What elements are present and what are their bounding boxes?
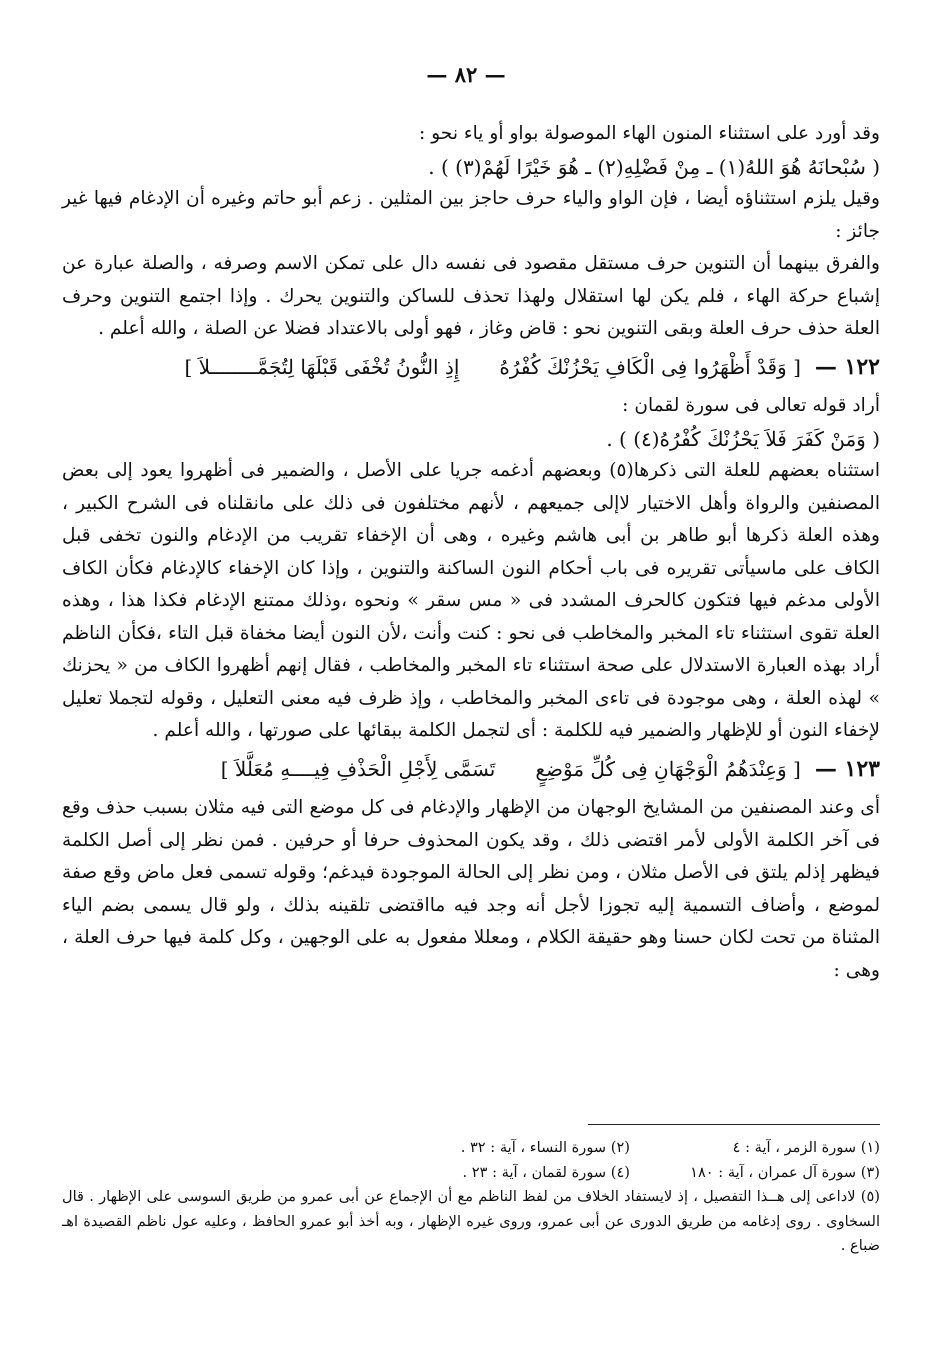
verse-number: ١٢٢ — <box>814 353 880 380</box>
footnote-4: (٤) سورة لقمان ، آية : ٢٣ . <box>462 1163 630 1181</box>
paragraph-3: والفرق بينهما أن التنوين حرف مستقل مقصود فى نفسه دال على تمكن الاسم وصرفه ، والصلة عبارة عن إشباع حركة الهاء ، فلم يكن لها استقلال ولهذا تحذف للساكن والتنوين يحرك . وإذا اجتمع التنوين وحرف العلة حذف حرف العلة وبقى التنوين نحو : قاض وغاز ، فهو أولى بالاعتداد فضلا عن الصلة ، والله أعلم . <box>62 253 880 339</box>
verse-hemistich-1: [ وَعِنْدَهُمُ الْوَجْهَانِ فِى كُلِّ مَوْضِعٍ <box>535 756 801 781</box>
footnote-1: (١) سورة الزمر ، آية : ٤ <box>732 1139 880 1156</box>
poem-verse-122 <box>62 351 880 384</box>
paragraph-4: أراد قوله تعالى فى سورة لقمان : <box>622 395 880 416</box>
verse-number: ١٢٣ — <box>814 755 880 782</box>
poem-verse-123 <box>62 753 880 786</box>
verse-hemistich-2: تَسَمَّى لِأَجْلِ الْحَذْفِ فِيــــهِ مُعَلَّلاَ ] <box>220 756 496 781</box>
page-number: — ٨٢ — <box>426 62 506 87</box>
quranic-quote-1: ( سُبْحانَهُ هُوَ اللهُ(١) ـ مِنْ فَضْلِهِ(٢) ـ هُوَ خَيْرًا لَهُمْ(٣) ) . <box>428 154 880 179</box>
footnote-5: (٥) لاداعى إلى هــذا التفصيل ، إذ لايستفاد الخلاف من لفظ الناظم مع أن الإجماع عن أبى عمرو من طريق السوسى على الإظهار . قال السخاوى . روى إدغامه من طريق الدورى عن أبى عمرو، وروى غيره الإظهار ، وبه أخذ أبو عمرو الحافظ ، وعليه عول ناظم القصيدة اهـ ضباع . <box>62 1188 880 1254</box>
footnote-row <box>62 1161 880 1186</box>
main-text <box>62 118 880 987</box>
footnote-2: (٢) سورة النساء ، آية : ٣٢ . <box>460 1139 630 1156</box>
verse-hemistich-2: إِذِ النُّونُ تُخْفَى قَبْلَهَا لِتُجَمَّــــــــلاَ ] <box>184 354 460 379</box>
footnotes <box>62 1136 880 1259</box>
paragraph-1: وقد أورد على استثناء المنون الهاء الموصولة بواو أو ياء نحو : <box>419 123 880 144</box>
verse-hemistich-1: [ وَقَدْ أَظْهَرُوا فِى الْكَافِ يَحْزُنْكَ كُفْرُهُ <box>499 354 801 379</box>
footnote-row <box>62 1136 880 1161</box>
footnote-3: (٣) سورة آل عمران ، آية : ١٨٠ <box>690 1163 880 1181</box>
paragraph-6: أى وعند المصنفين من المشايخ الوجهان من الإظهار والإدغام فى كل موضع التى فيه مثلان بسبب حذف وقع فى آخر الكلمة الأولى لأمر اقتضى ذلك ، وقد يكون المحذوف حرفا أو حرفين . فمن نظر إلى أصل الكلمة فيظهر إذلم يلتق فى الأصل مثلان ، ومن نظر إلى الحالة الموجودة فيدغم؛ وقوله تسمى فعل ماض وقع صفة لموضع ، وأضاف التسمية إليه تجوزا لأجل أنه وجد فيه مااقتضى تلقينه بذلك ، ولو قال يسمى بضم الياء المثناة من تحت لكان حسنا وهو حقيقة الكلام ، ومعللا مفعول به على الوجهين ، وكل كلمة فيها حرف العلة ، وهى : <box>62 797 880 981</box>
footnote-separator <box>588 1124 880 1125</box>
paragraph-5: استثناه بعضهم للعلة التى ذكرها(٥) وبعضهم أدغمه جريا على الأصل ، والضمير فى أظهروا يعود إلى بعض المصنفين والرواة وأهل الاختيار لاإلى جميعهم ، لأنهم مختلفون فى ذلك على مانقلناه فى الشرح الكبير ، وهذه العلة ذكرها أبو طاهر بن أبى هاشم وغيره ، وهى أن الإخفاء تقريب من الإدغام والنون تخفى قبل الكاف على ماسيأتى تقريره فى باب أحكام النون الساكنة والتنوين ، وإذا كان الإخفاء كالإدغام فكأن الكاف الأولى مدغم فيها فتكون كالحرف المشدد فى « مس سقر » ونحوه ،وذلك ممتنع الإدغام فكذا هذا ، وهذه العلة تقوى استثناء تاء المخبر والمخاطب فى نحو : كنت وأنت ،لأن النون أيضا مخفاة قبل التاء ،فكأن الناظم أراد بهذه العبارة الاستدلال على صحة استثناء تاء المخبر والمخاطب ، فقال إنهم أظهروا الكاف من « يحزنك » لهذه العلة ، وهى موجودة فى تاءى المخبر والمخاطب ، وإذ ظرف فيه معنى التعليل ، وقوله لتجملا تعليل لإخفاء النون أو للإظهار والضمير فيه للكلمة : أى لتجمل الكلمة ببقائها على صورتها ، والله أعلم . <box>62 460 880 741</box>
paragraph-2: وقيل يلزم استثناؤه أيضا ، فإن الواو والياء حرف حاجز بين المثلين . زعم أبو حاتم وغيره أن الإدغام فيها غير جائز : <box>62 188 880 242</box>
quranic-quote-2: ( وَمَنْ كَفَرَ فَلاَ يَحْزُنْكَ كُفْرُهُ(٤) ) . <box>606 426 880 451</box>
